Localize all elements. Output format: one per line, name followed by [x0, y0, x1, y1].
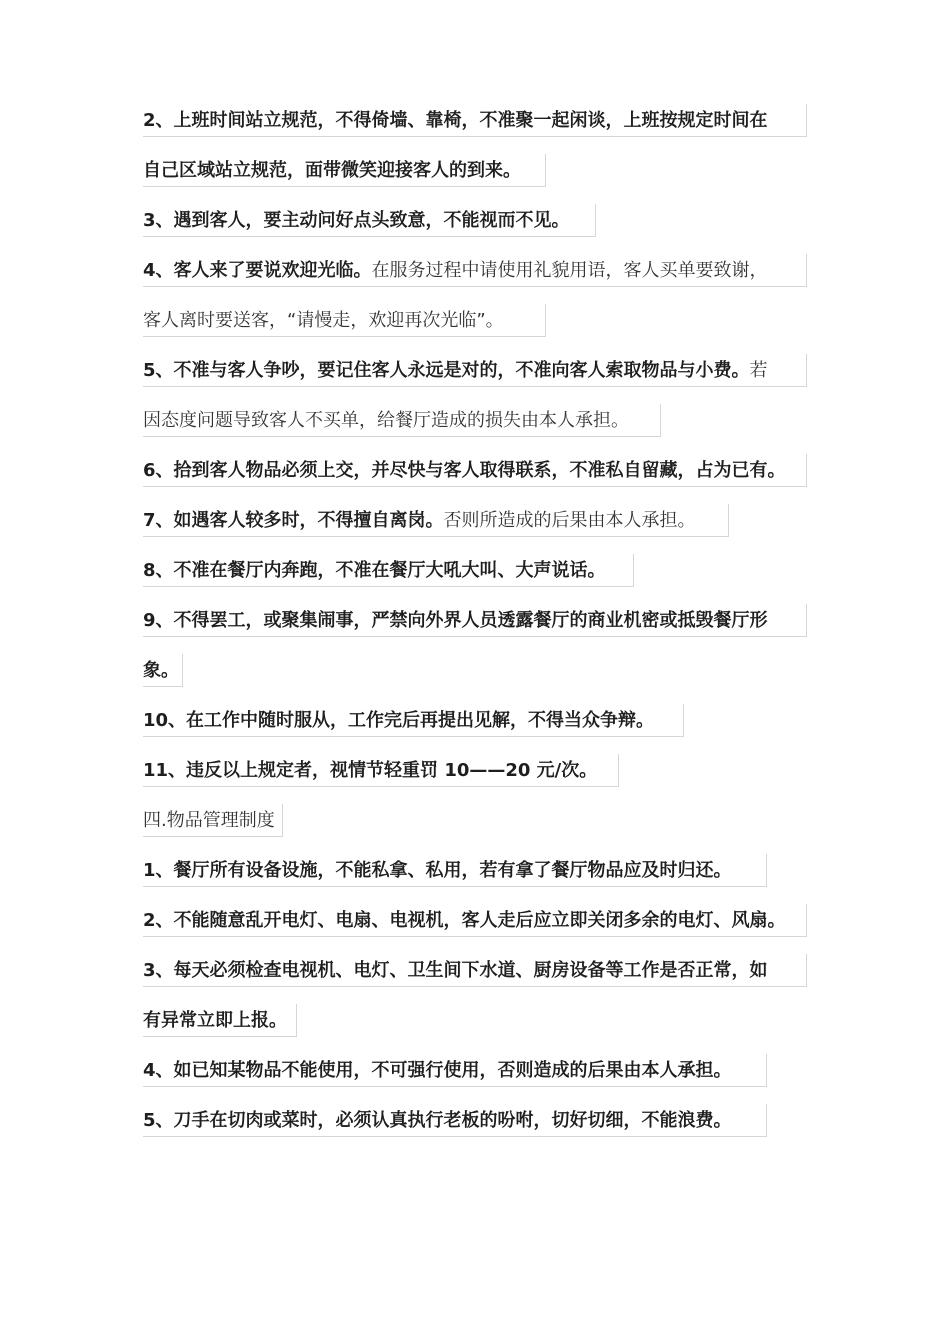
bold-text: 4、客人来了要说欢迎光临。	[143, 260, 372, 281]
bold-text: 11、违反以上规定者，视情节轻重罚 10——20 元/次。	[143, 760, 598, 781]
bold-text: 象。	[143, 660, 179, 681]
text-line-7	[143, 404, 661, 437]
bold-text: 6、拾到客人物品必须上交，并尽快与客人取得联系，不准私自留藏，占为已有。	[143, 460, 786, 481]
text-line-19	[143, 1004, 297, 1037]
bold-text: 3、遇到客人，要主动问好点头致意，不能视而不见。	[143, 210, 570, 231]
bold-text: 5、刀手在切肉或菜时，必须认真执行老板的吩咐，切好切细，不能浪费。	[143, 1110, 732, 1131]
text-line-12	[143, 654, 183, 687]
normal-text: 否则所造成的后果由本人承担。	[443, 510, 696, 531]
section-heading	[143, 804, 283, 837]
bold-text: 10、在工作中随时服从，工作完后再提出见解，不得当众争辩。	[143, 710, 655, 731]
text-line-16	[143, 854, 767, 887]
bold-text: 2、不能随意乱开电灯、电扇、电视机，客人走后应立即关闭多余的电灯、风扇。	[143, 910, 786, 931]
text-line-11	[143, 604, 807, 637]
text-line-1	[143, 104, 807, 137]
bold-text: 9、不得罢工，或聚集闹事，严禁向外界人员透露餐厅的商业机密或抵毁餐厅形	[143, 610, 768, 631]
text-line-3	[143, 204, 596, 237]
normal-text: 若	[749, 360, 768, 381]
text-line-14	[143, 754, 619, 787]
normal-text: 因态度问题导致客人不买单，给餐厅造成的损失由本人承担。	[143, 410, 629, 431]
bold-text: 自己区域站立规范，面带微笑迎接客人的到来。	[143, 160, 521, 181]
text-line-9	[143, 504, 729, 537]
text-line-13	[143, 704, 684, 737]
text-line-4	[143, 254, 807, 287]
text-line-21	[143, 1104, 767, 1137]
text-line-8	[143, 454, 807, 487]
normal-text: 客人离时要送客，“请慢走，欢迎再次光临”。	[143, 310, 504, 331]
normal-text: 四.物品管理制度	[143, 810, 275, 831]
text-line-20	[143, 1054, 767, 1087]
text-line-18	[143, 954, 807, 987]
bold-text: 1、餐厅所有设备设施，不能私拿、私用，若有拿了餐厅物品应及时归还。	[143, 860, 732, 881]
text-line-5	[143, 304, 546, 337]
normal-text: 在服务过程中请使用礼貌用语，客人买单要致谢，	[371, 260, 768, 281]
text-line-2	[143, 154, 546, 187]
bold-text: 4、如已知某物品不能使用，不可强行使用，否则造成的后果由本人承担。	[143, 1060, 732, 1081]
text-line-6	[143, 354, 807, 387]
bold-text: 8、不准在餐厅内奔跑，不准在餐厅大吼大叫、大声说话。	[143, 560, 606, 581]
bold-text: 7、如遇客人较多时，不得擅自离岗。	[143, 510, 444, 531]
text-line-17	[143, 904, 807, 937]
text-line-10	[143, 554, 634, 587]
bold-text: 3、每天必须检查电视机、电灯、卫生间下水道、厨房设备等工作是否正常，如	[143, 960, 768, 981]
bold-text: 5、不准与客人争吵，要记住客人永远是对的，不准向客人索取物品与小费。	[143, 360, 750, 381]
bold-text: 2、上班时间站立规范，不得倚墙、靠椅，不准聚一起闲谈，上班按规定时间在	[143, 110, 768, 131]
bold-text: 有异常立即上报。	[143, 1010, 287, 1031]
